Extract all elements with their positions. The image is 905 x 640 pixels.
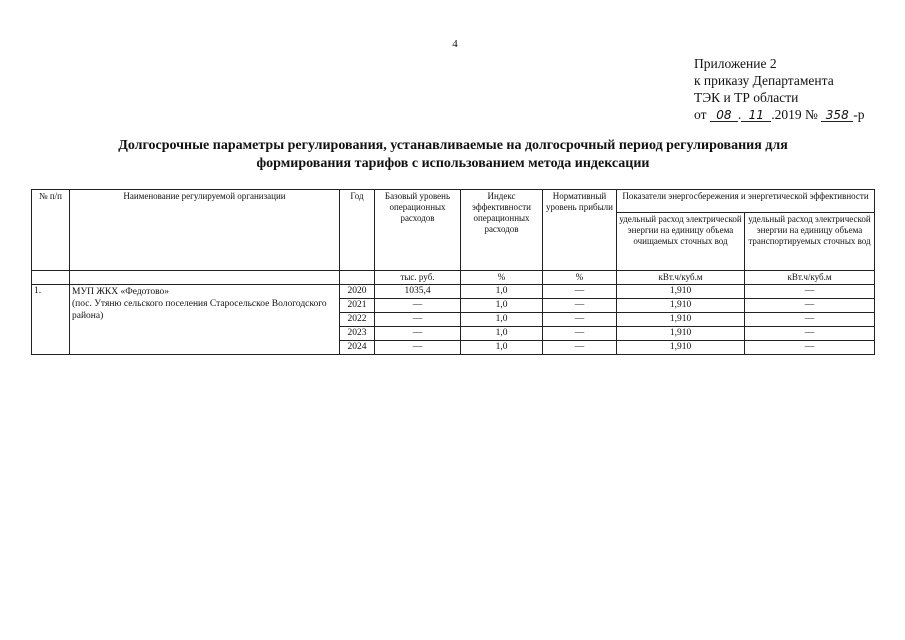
date-dot: . [737, 107, 742, 122]
header-energy: Показатели энергосбережения и энергетической эффективности [617, 190, 875, 213]
row-base: — [375, 313, 461, 327]
unit-energy2: кВт.ч/куб.м [745, 271, 875, 285]
row-year: 2021 [340, 299, 375, 313]
order-number: 358 [821, 109, 853, 122]
row-year: 2022 [340, 313, 375, 327]
header-base: Базовый уровень операционных расходов [375, 190, 461, 271]
header-year: Год [340, 190, 375, 271]
row-norm: — [543, 327, 617, 341]
appendix-date-line [694, 106, 865, 123]
row-base: — [375, 299, 461, 313]
appendix-line-3: ТЭК и ТР области [694, 90, 799, 105]
row-energy1: 1,910 [617, 327, 745, 341]
row-index: 1,0 [461, 341, 543, 355]
unit-base: тыс. руб. [375, 271, 461, 285]
org-location: (пос. Утяню сельского поселения Старосельское Вологодского района) [72, 299, 327, 321]
table-row [32, 285, 875, 299]
org-name-cell [70, 285, 340, 355]
row-year: 2020 [340, 285, 375, 299]
row-norm: — [543, 313, 617, 327]
document-title [60, 137, 846, 173]
header-index: Индекс эффективности операционных расходов [461, 190, 543, 271]
org-name: МУП ЖКХ «Федотово» [72, 287, 169, 297]
units-empty-num [32, 271, 70, 285]
row-base: 1035,4 [375, 285, 461, 299]
order-suffix: -р [853, 107, 865, 122]
row-energy1: 1,910 [617, 299, 745, 313]
date-day: 08 [710, 109, 738, 122]
appendix-line-1: Приложение 2 [694, 56, 777, 71]
row-energy2: — [745, 313, 875, 327]
row-norm: — [543, 341, 617, 355]
header-row-1 [32, 190, 875, 213]
org-num: 1. [32, 285, 70, 355]
row-index: 1,0 [461, 327, 543, 341]
appendix-line-2: к приказу Департамента [694, 73, 834, 88]
date-month: 11 [741, 109, 771, 122]
units-row [32, 271, 875, 285]
unit-energy1: кВт.ч/куб.м [617, 271, 745, 285]
units-empty-year [340, 271, 375, 285]
date-prefix: от [694, 107, 707, 122]
row-base: — [375, 341, 461, 355]
row-energy2: — [745, 299, 875, 313]
row-norm: — [543, 285, 617, 299]
row-index: 1,0 [461, 313, 543, 327]
row-index: 1,0 [461, 299, 543, 313]
row-base: — [375, 327, 461, 341]
row-energy1: 1,910 [617, 341, 745, 355]
row-year: 2024 [340, 341, 375, 355]
row-energy2: — [745, 327, 875, 341]
row-year: 2023 [340, 327, 375, 341]
title-line-2: формирования тарифов с использованием метода индексации [256, 156, 650, 171]
row-energy2: — [745, 341, 875, 355]
row-energy2: — [745, 285, 875, 299]
row-index: 1,0 [461, 285, 543, 299]
row-energy1: 1,910 [617, 285, 745, 299]
row-energy1: 1,910 [617, 313, 745, 327]
row-norm: — [543, 299, 617, 313]
page-number: 4 [452, 38, 458, 50]
header-org: Наименование регулируемой организации [70, 190, 340, 271]
header-energy-sub1: удельный расход электрической энергии на единицу объема очищаемых сточных вод [617, 213, 745, 271]
header-norm: Нормативный уровень прибыли [543, 190, 617, 271]
date-year: .2019 № [771, 107, 818, 122]
title-line-1: Долгосрочные параметры регулирования, устанавливаемые на долгосрочный период регулирования для [118, 138, 788, 153]
unit-norm: % [543, 271, 617, 285]
units-empty-org [70, 271, 340, 285]
header-num: № п/п [32, 190, 70, 271]
header-energy-sub2: удельный расход электрической энергии на единицу объема транспортируемых сточных вод [745, 213, 875, 271]
parameters-table [31, 189, 875, 355]
appendix-block [694, 55, 865, 123]
unit-index: % [461, 271, 543, 285]
